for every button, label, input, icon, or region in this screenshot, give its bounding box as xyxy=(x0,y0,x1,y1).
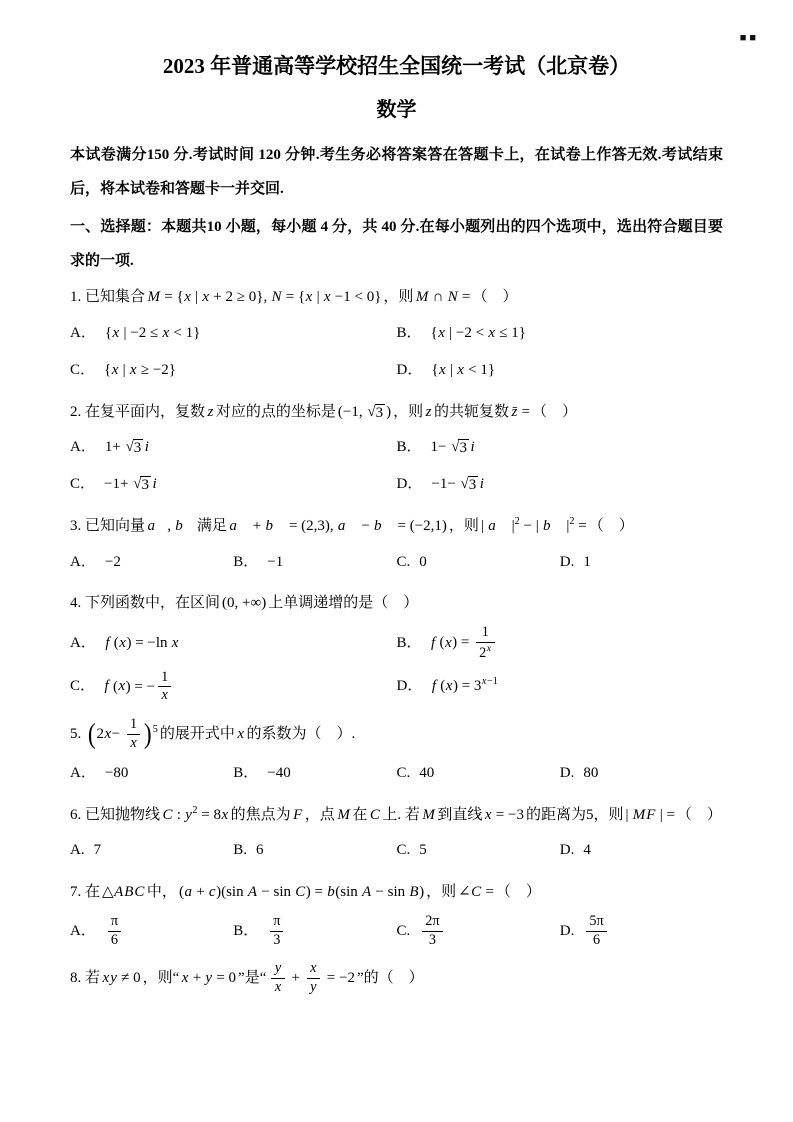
text-run: （ ） xyxy=(532,403,578,420)
option xyxy=(233,910,396,953)
math-expression: 40 xyxy=(419,764,435,781)
math-expression: M = {x | x + 2 ≥ 0}, N = {x | x −1 < 0} xyxy=(147,289,382,306)
option xyxy=(397,666,724,709)
math-expression: {x | −2 < x ≤ 1} xyxy=(430,325,526,342)
option-label: D. xyxy=(559,922,575,939)
text-run: 的系数为（ ）. xyxy=(246,725,356,742)
option-label: A． xyxy=(70,764,96,781)
math-expression: ∠C = xyxy=(458,884,494,901)
question-stem xyxy=(70,877,723,908)
section-heading: 一、选择题：本题共10 小题，每小题 4 分，共 40 分.在每小题列出的四个选项中，选出符合题目要求的一项. xyxy=(70,218,723,269)
text-run: 对应的点的坐标是 xyxy=(215,403,336,420)
option-label: A． xyxy=(70,553,96,570)
math-expression: z xyxy=(207,403,214,420)
option-label: B． xyxy=(396,439,422,456)
text-run: 6. 已知抛物线 xyxy=(70,806,161,823)
option xyxy=(70,429,397,466)
option-row xyxy=(70,621,723,708)
math-expression: x xyxy=(237,725,244,742)
math-expression: | MF | = xyxy=(625,806,675,823)
option-label: C. xyxy=(396,553,411,570)
text-run: 8. 若 xyxy=(70,970,101,987)
math-expression: xy ≠ 0 xyxy=(102,970,141,987)
text-run: 的距离为5，则 xyxy=(525,806,624,823)
math-expression: (−1, √ 3 ) xyxy=(337,403,392,421)
option xyxy=(560,755,723,792)
math-expression: −2 xyxy=(104,553,121,570)
math-expression: 0 xyxy=(419,553,427,570)
math-expression: F xyxy=(293,806,303,823)
math-expression: M ∩ N = xyxy=(415,289,471,306)
math-expression: (0, +∞) xyxy=(222,595,267,612)
question-stem xyxy=(70,716,723,753)
text-run: 中， xyxy=(146,884,177,901)
option-label: A. xyxy=(70,842,85,859)
option xyxy=(70,666,397,709)
option xyxy=(397,832,560,869)
option-row xyxy=(70,832,723,869)
question xyxy=(70,716,723,791)
math-expression: 1 xyxy=(583,553,591,570)
math-expression: 80 xyxy=(583,764,599,781)
text-run: 1. 已知集合 xyxy=(70,289,146,306)
text-run: 2. 在复平面内，复数 xyxy=(70,403,206,420)
page-title: 2023 年普通高等学校招生全国统一考试（北京卷） xyxy=(162,54,631,78)
math-expression: −40 xyxy=(267,764,291,781)
option xyxy=(233,755,396,792)
option-row xyxy=(70,544,723,581)
text-run: 的展开式中 xyxy=(159,725,235,742)
math-expression: 6 xyxy=(256,842,264,859)
text-run: （ ） xyxy=(676,806,722,823)
option xyxy=(233,544,396,581)
text-run: 3. 已知向量 xyxy=(70,517,146,534)
math-expression: C xyxy=(369,806,380,823)
option-label: D． xyxy=(396,361,423,378)
option-label: B． xyxy=(396,634,422,651)
option xyxy=(397,621,724,665)
option xyxy=(397,352,724,389)
question xyxy=(70,282,723,388)
option-label: C. xyxy=(396,764,411,781)
option-row xyxy=(70,315,723,389)
math-expression: a⃗, b⃗ xyxy=(147,517,195,534)
math-expression: 1− √ 3 i xyxy=(430,439,475,457)
option-label: D. xyxy=(559,842,575,859)
option xyxy=(397,315,724,352)
question-stem xyxy=(70,282,723,313)
math-expression: 1+ √ 3 i xyxy=(104,439,149,457)
option-label: B． xyxy=(233,764,259,781)
math-expression: f $(x) = 3^{x-1}$ xyxy=(431,676,498,695)
math-expression: C : $y^2 = 8x$ xyxy=(162,804,229,823)
option-row xyxy=(70,755,723,792)
question xyxy=(70,511,723,581)
math-expression: z xyxy=(425,403,432,420)
option xyxy=(233,832,396,869)
math-expression: f (x) = −ln x xyxy=(105,634,179,651)
text-run: ，则“ xyxy=(142,970,180,987)
option xyxy=(560,832,723,869)
question xyxy=(70,960,723,997)
text-run: （ ） xyxy=(472,289,518,306)
exam-instructions: 本试卷满分150 分.考试时间 120 分钟.考生务必将答案答在答题卡上，在试卷上作答无效.考试结束后，将本试卷和答题卡一并交回. xyxy=(70,147,723,198)
math-expression: −1 xyxy=(267,553,284,570)
question-stem xyxy=(70,800,723,831)
corner-mark: ■■ xyxy=(739,32,759,44)
option-label: B. xyxy=(233,842,248,859)
math-expression: ( 2 x − 1 x ) $^5$ xyxy=(87,716,158,751)
questions xyxy=(70,282,723,997)
text-run: （ ） xyxy=(495,884,541,901)
option-label: A． xyxy=(70,634,96,651)
math-expression: x + y = 0 xyxy=(181,970,237,987)
math-expression: $\frac{\pi}{6}$ xyxy=(105,913,124,950)
text-run: 7. 在 xyxy=(70,884,101,901)
math-expression: a⃗ + b⃗ = (2,3), a⃗ − b⃗ = (−2,1) xyxy=(229,517,447,534)
text-run: 上. 若 xyxy=(382,806,420,823)
question xyxy=(70,397,723,503)
text-run: 的共轭复数 xyxy=(433,403,509,420)
math-expression: M xyxy=(337,806,350,823)
page-subtitle: 数学 xyxy=(376,99,417,122)
option xyxy=(70,910,233,953)
option-row xyxy=(70,910,723,953)
math-expression: −80 xyxy=(104,764,129,781)
option-row xyxy=(70,429,723,503)
math-expression: 5 xyxy=(419,842,427,859)
math-expression: f (x) = − $\frac{1}{x}$ xyxy=(104,669,174,706)
text-run: ，则 xyxy=(383,289,414,306)
option-label: B． xyxy=(233,922,259,939)
math-expression: x = −3 xyxy=(484,806,524,823)
text-run: 4. 下列函数中，在区间 xyxy=(70,595,221,612)
option xyxy=(560,910,723,953)
math-expression: 7 xyxy=(93,842,102,859)
option-label: A． xyxy=(70,439,96,456)
option-label: C. xyxy=(396,922,411,939)
math-expression: 4 xyxy=(583,842,591,859)
math-expression: −1+ √ 3 i xyxy=(104,476,157,494)
option xyxy=(70,755,233,792)
math-expression: $\frac{2\pi}{3}$ xyxy=(419,913,445,950)
math-expression: {x | x < 1} xyxy=(431,361,496,378)
text-run: ”的（ ） xyxy=(356,970,424,987)
option xyxy=(70,466,397,503)
option-label: C． xyxy=(70,678,96,695)
text-run: 到直线 xyxy=(437,806,483,823)
math-expression: z̄ = xyxy=(511,403,531,420)
option xyxy=(397,466,724,503)
math-expression: f (x) = $\frac{1}{2^x}$ xyxy=(431,624,498,662)
question xyxy=(70,588,723,708)
option xyxy=(70,621,397,665)
option xyxy=(70,315,397,352)
text-run: 的焦点为 xyxy=(230,806,291,823)
option-label: B． xyxy=(233,553,259,570)
math-expression: | a⃗ $|^2$ − | b⃗ $|^2$ = xyxy=(480,515,587,534)
option xyxy=(397,755,560,792)
option xyxy=(560,544,723,581)
option-label: C． xyxy=(70,361,96,378)
option xyxy=(70,544,233,581)
text-run: 5. xyxy=(70,725,85,742)
option-label: D． xyxy=(396,476,423,493)
option xyxy=(70,832,233,869)
question-stem xyxy=(70,397,723,428)
question xyxy=(70,877,723,952)
text-run: 在 xyxy=(352,806,368,823)
option-label: A． xyxy=(70,325,96,342)
option-label: A． xyxy=(70,922,96,939)
math-expression: $\frac{5\pi}{6}$ xyxy=(583,913,609,950)
option-label: D. xyxy=(559,764,575,781)
text-run: ，则 xyxy=(426,884,457,901)
question-stem xyxy=(70,960,723,997)
math-expression: (a + c)(sin A − sin C) = b(sin A − sin B) xyxy=(178,884,425,901)
option-label: C. xyxy=(396,842,411,859)
question-stem xyxy=(70,588,723,619)
option xyxy=(397,544,560,581)
math-expression: $\frac{y}{x}$ + $\frac{x}{y}$ = −2 xyxy=(268,970,355,986)
option-label: B． xyxy=(396,325,422,342)
text-run: 满足 xyxy=(196,517,227,534)
text-run: （ ） xyxy=(588,517,634,534)
question-stem xyxy=(70,511,723,542)
math-expression: −1− √ 3 i xyxy=(431,476,484,494)
question xyxy=(70,800,723,870)
math-expression: {x | −2 ≤ x < 1} xyxy=(104,325,201,342)
text-run: 上单调递增的是（ ） xyxy=(268,595,419,612)
text-run: ，则 xyxy=(393,403,424,420)
option xyxy=(70,352,397,389)
math-expression: M xyxy=(422,806,435,823)
text-run: ，点 xyxy=(304,806,335,823)
math-expression: △ABC xyxy=(102,884,145,901)
math-expression: {x | x ≥ −2} xyxy=(104,361,176,378)
option xyxy=(397,910,560,953)
math-expression: $\frac{\pi}{3}$ xyxy=(267,913,286,950)
text-run: ”是“ xyxy=(238,970,267,987)
option-label: C． xyxy=(70,476,96,493)
option-label: D． xyxy=(396,678,423,695)
option xyxy=(397,429,724,466)
option-label: D. xyxy=(559,553,575,570)
text-run: ，则 xyxy=(448,517,479,534)
